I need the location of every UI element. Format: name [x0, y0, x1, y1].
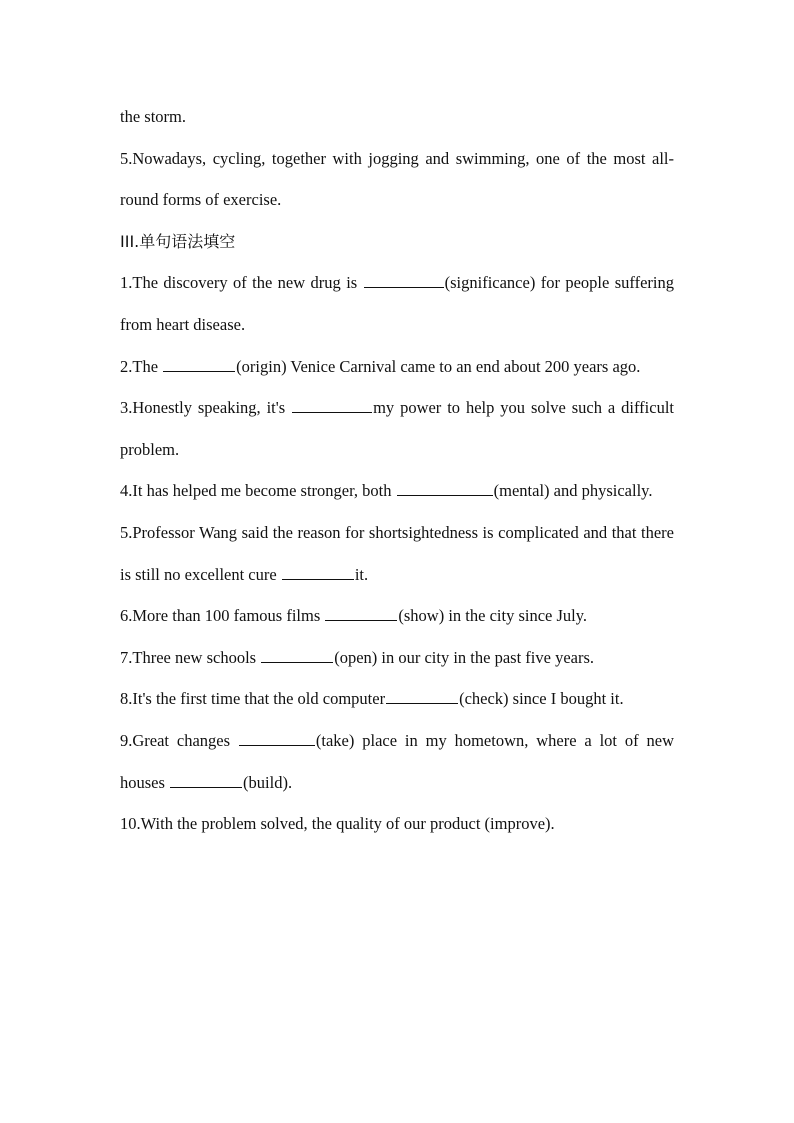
continuation-text: 5.Nowadays, cycling, together with jogging and swimming, one of the most all-round forms of exercise. — [120, 148, 674, 210]
continuation-question-5 — [120, 138, 674, 221]
question-text-before: 1.The discovery of the new drug is — [120, 273, 363, 293]
question-text-before: 5.Professor Wang said the reason for shortsightedness is complicated and that there is still no excellent cure — [120, 522, 674, 584]
answer-blank[interactable] — [397, 478, 493, 496]
question-4 — [120, 470, 674, 512]
question-5 — [120, 512, 674, 595]
question-text-after: my power to help you solve such a difficult problem. — [120, 398, 674, 459]
answer-blank[interactable] — [282, 562, 354, 580]
question-10 — [120, 803, 674, 845]
continuation-line — [120, 96, 674, 138]
section-heading: III.单句语法填空 — [120, 231, 236, 251]
question-3 — [120, 387, 674, 470]
question-text-after: (significance) for people suffering from heart disease. — [120, 273, 674, 334]
question-text-before: 4.It has helped me become stronger, both — [120, 481, 396, 501]
question-6 — [120, 595, 674, 637]
question-text-before: 3.Honestly speaking, it's — [120, 398, 292, 418]
answer-blank[interactable] — [261, 645, 333, 663]
answer-blank[interactable] — [239, 728, 315, 746]
question-text-after: (mental) and physically. — [493, 481, 653, 501]
question-2 — [120, 346, 674, 388]
question-text-after: (open) in our city in the past five years. — [334, 647, 595, 667]
question-text-before: 7.Three new schools — [120, 647, 261, 667]
question-text-after: (origin) Venice Carnival came to an end about 200 years ago. — [236, 356, 641, 376]
question-text-before: 2.The — [120, 356, 163, 376]
answer-blank[interactable] — [325, 603, 397, 621]
answer-blank[interactable] — [163, 354, 235, 372]
question-text-before: 8.It's the first time that the old computer — [120, 689, 386, 709]
question-1 — [120, 262, 674, 345]
question-text-after: (check) since I bought it. — [459, 689, 624, 709]
question-8 — [120, 678, 674, 720]
answer-blank[interactable] — [292, 395, 372, 413]
question-text-after: (build). — [243, 772, 293, 792]
question-9 — [120, 720, 674, 803]
question-text-after: (show) in the city since July. — [398, 606, 588, 626]
continuation-text: the storm. — [120, 107, 186, 126]
question-text-before: 9.Great changes — [120, 730, 238, 750]
worksheet-content — [120, 96, 674, 845]
answer-blank[interactable] — [364, 270, 444, 288]
question-text-after: it. — [354, 564, 369, 584]
question-7 — [120, 637, 674, 679]
answer-blank[interactable] — [386, 686, 458, 704]
answer-blank[interactable] — [170, 770, 242, 788]
question-text-before: 6.More than 100 famous films — [120, 606, 325, 626]
question-text-middle: (take) place in my hometown, where a lot of new houses — [120, 730, 674, 792]
question-text-before: 10.With the problem solved, the quality of our product (improve). — [120, 814, 555, 834]
